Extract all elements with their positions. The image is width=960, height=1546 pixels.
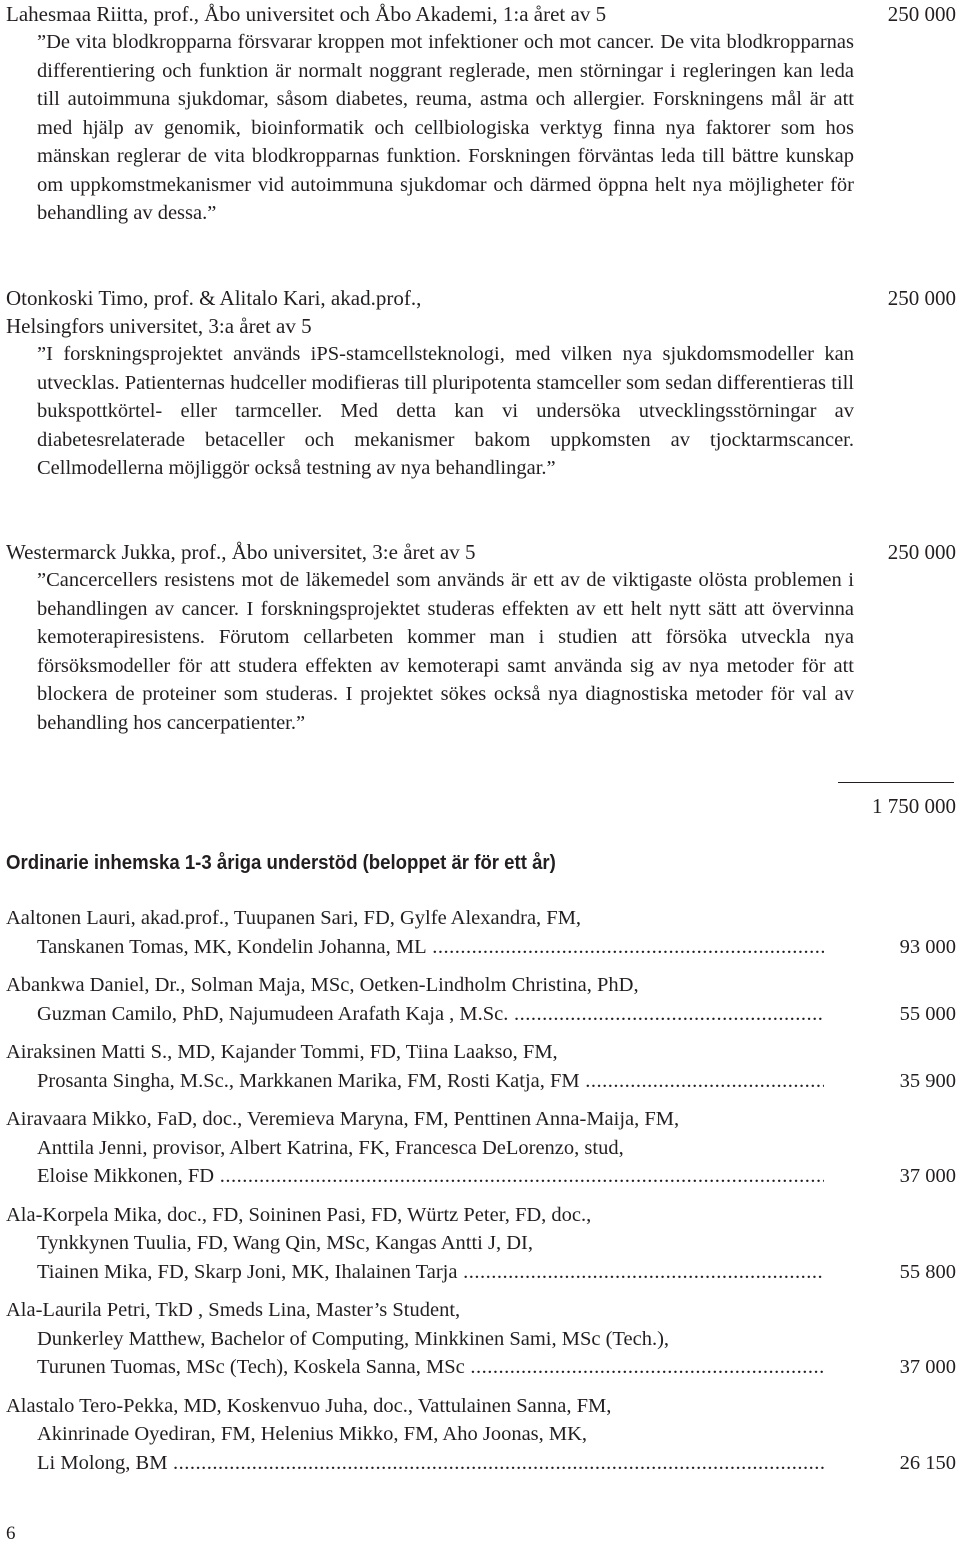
grant-names: Tynkkynen Tuulia, FD, Wang Qin, MSc, Kangas Antti J, DI, <box>37 1232 533 1254</box>
sum-rule <box>838 782 954 783</box>
grant-names: Ala-Laurila Petri, TkD , Smeds Lina, Master’s Student, <box>6 1299 461 1321</box>
grant-entry <box>6 971 956 1028</box>
grant-names-with-leader: Prosanta Singha, M.Sc., Markkanen Marika, FM, Rosti Katja, FM ..... <box>37 1067 824 1096</box>
project-entry <box>6 538 956 737</box>
grant-names-with-leader: Li Molong, BM ..... <box>37 1449 824 1478</box>
grant-names: Ala-Korpela Mika, doc., FD, Soininen Pasi, FD, Würtz Peter, FD, doc., <box>6 1203 592 1226</box>
grant-line <box>6 904 956 933</box>
grant-amount: 35 900 <box>899 1069 956 1092</box>
grant-names: Alastalo Tero-Pekka, MD, Koskenvuo Juha, doc., Vattulainen Sanna, FM, <box>6 1394 612 1417</box>
project-subtitle: Helsingfors universitet, 3:a året av 5 <box>6 314 312 338</box>
project-header <box>6 538 956 566</box>
grant-names: Dunkerley Matthew, Bachelor of Computing, Minkkinen Sami, MSc (Tech.), <box>37 1327 670 1350</box>
grant-line <box>6 1000 956 1029</box>
project-description: ”I forskningsprojektet används iPS-stamcellsteknologi, med vilken nya sjukdomsmodeller kan utvecklas. Patienternas hudceller modifieras till pluripotenta stamceller som sedan differentieras till bukspottkörtel- eller tarmceller. Med detta kan vi undersöka utvecklingsstörningar av diabetesrelaterade betaceller och mekanismer bakom uppkomsten av tjocktarmscancer. Cellmodellerna möjliggör också testning av nya behandlingar.” <box>37 343 854 479</box>
project-header <box>6 284 956 312</box>
grant-line <box>6 1392 956 1421</box>
grant-entry <box>6 1105 956 1191</box>
grant-line <box>6 1296 956 1325</box>
grant-line <box>6 1038 956 1067</box>
total-amount: 1 750 000 <box>872 794 956 818</box>
project-description: ”Cancercellers resistens mot de läkemedel som används är ett av de viktigaste olösta problemen i behandlingen av cancer. I forskningsprojektet studeras effekten av ett helt nytt sätt att övervinna kemoterapiresistens. Förutom cellarbeten kommer man i studien att försöka utveckla nya försöksmodeller för att studera effekten av kemoterapi samt använda sig av nya metoder för att blockera de proteiner som studeras. I projektet sökes också nya diagnostiska metoder för val av behandling hos cancerpatienter.” <box>37 569 854 734</box>
project-entry <box>6 284 956 483</box>
grant-line <box>6 1353 956 1382</box>
section-heading: Ordinarie inhemska 1-3 åriga understöd (beloppet är för ett år) <box>6 852 556 874</box>
grant-line <box>6 1134 956 1163</box>
grant-names-with-leader: Turunen Tuomas, MSc (Tech), Koskela Sanna, MSc ..... <box>37 1353 824 1382</box>
project-description: ”De vita blodkropparna försvarar kroppen mot infektioner och mot cancer. De vita blodkropparnas differentiering och funktion är normalt noggrant reglerade, men störningar i regleringen kan leda till autoimmuna sjukdomar, såsom diabetes, reuma, astma och allergier. Forskningens mål är att med hjälp av genomik, bioinformatik och cellbiologiska verktyg finna nya faktorer som hos mänskan reglerar de vita blodkropparnas funktion. Forskningen förväntas leda till bättre kunskap om uppkomstmekanismer vid autoimmuna sjukdomar och därmed öppna helt nya möjligheter för behandling av dessa.” <box>37 31 854 224</box>
grant-names: Anttila Jenni, provisor, Albert Katrina, FK, Francesca DeLorenzo, stud, <box>37 1136 624 1159</box>
grant-amount: 26 150 <box>899 1451 956 1474</box>
grant-line <box>6 933 956 962</box>
grant-line <box>6 1420 956 1449</box>
grant-line <box>6 1105 956 1134</box>
project-title: Lahesmaa Riitta, prof., Åbo universitet och Åbo Akademi, 1:a året av 5 <box>6 2 607 26</box>
grant-line <box>6 1067 956 1096</box>
project-amount: 250 000 <box>887 2 956 26</box>
grant-names-with-leader: Guzman Camilo, PhD, Najumudeen Arafath Kaja , M.Sc. ..... <box>37 1000 824 1029</box>
grant-line <box>6 1229 956 1258</box>
project-amount: 250 000 <box>887 286 956 310</box>
grant-entry <box>6 904 956 961</box>
project-header <box>6 0 956 28</box>
grant-names: Akinrinade Oyediran, FM, Helenius Mikko, FM, Aho Joonas, MK, <box>37 1423 588 1445</box>
grant-amount: 37 000 <box>899 1165 956 1187</box>
grant-line <box>6 1449 956 1478</box>
grant-names-with-leader: Eloise Mikkonen, FD ..... <box>37 1162 824 1191</box>
grant-entry <box>6 1296 956 1382</box>
grant-amount: 37 000 <box>899 1356 956 1378</box>
grant-names-with-leader: Tanskanen Tomas, MK, Kondelin Johanna, ML ..... <box>37 933 824 962</box>
grant-entry <box>6 1392 956 1478</box>
grant-names: Airavaara Mikko, FaD, doc., Veremieva Maryna, FM, Penttinen Anna-Maija, FM, <box>6 1108 680 1130</box>
project-title: Westermarck Jukka, prof., Åbo universitet, 3:e året av 5 <box>6 540 476 564</box>
grant-entry <box>6 1201 956 1287</box>
grant-line <box>6 971 956 1000</box>
grant-names-with-leader: Tiainen Mika, FD, Skarp Joni, MK, Ihalainen Tarja ..... <box>37 1258 824 1287</box>
grant-line <box>6 1258 956 1287</box>
grant-list <box>6 904 956 1487</box>
grant-amount: 55 800 <box>899 1260 956 1283</box>
grant-names: Aaltonen Lauri, akad.prof., Tuupanen Sari, FD, Gylfe Alexandra, FM, <box>6 907 582 929</box>
page-number: 6 <box>6 1523 16 1544</box>
grant-names: Abankwa Daniel, Dr., Solman Maja, MSc, Oetken-Lindholm Christina, PhD, <box>6 974 639 996</box>
grant-amount: 55 000 <box>899 1002 956 1025</box>
grant-amount: 93 000 <box>899 935 956 958</box>
project-entry <box>6 0 956 228</box>
project-amount: 250 000 <box>887 540 956 564</box>
project-title: Otonkoski Timo, prof. & Alitalo Kari, akad.prof., <box>6 286 422 310</box>
grant-names: Airaksinen Matti S., MD, Kajander Tommi, FD, Tiina Laakso, FM, <box>6 1041 558 1063</box>
grant-entry <box>6 1038 956 1095</box>
grant-line <box>6 1162 956 1191</box>
grant-line <box>6 1201 956 1230</box>
grant-line <box>6 1325 956 1354</box>
